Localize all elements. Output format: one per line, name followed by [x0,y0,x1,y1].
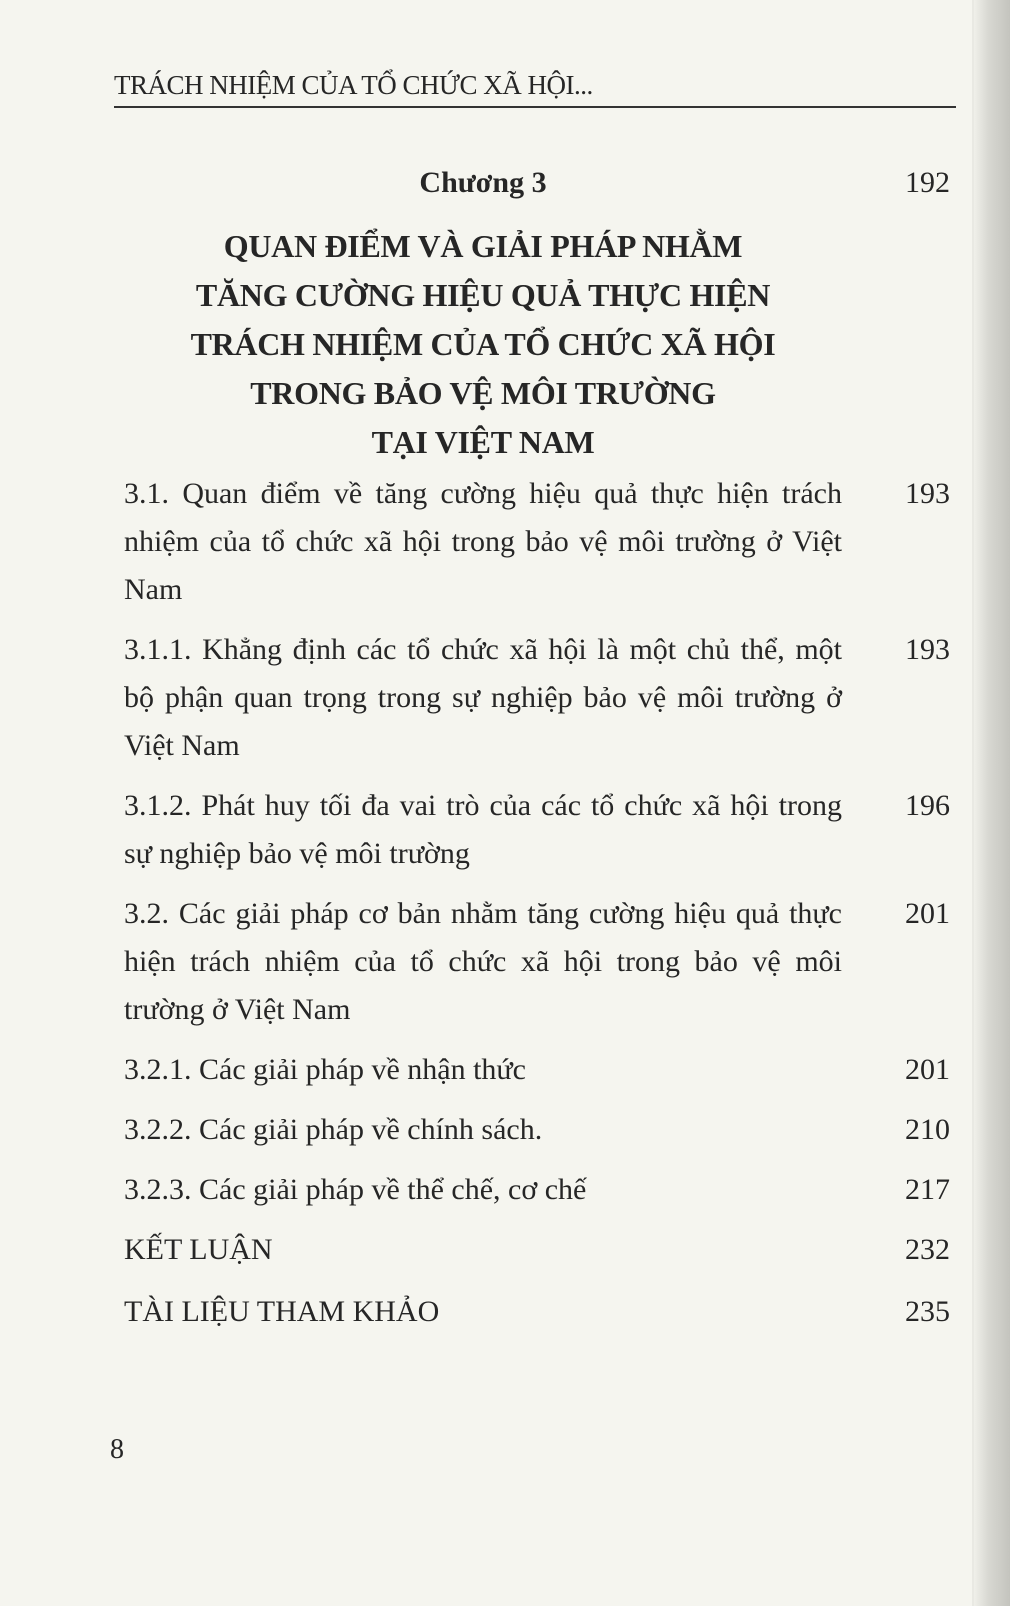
toc-entry-text: 3.2.1. Các giải pháp về nhận thức [124,1053,526,1086]
page-shadow [974,0,1010,1606]
toc-entry-page: 201 [905,1053,950,1086]
toc-entry-page: 217 [905,1173,950,1206]
title-line: TẠI VIỆT NAM [371,424,595,460]
toc-entry-text: 3.2.2. Các giải pháp về chính sách. [124,1113,543,1146]
toc-entry [124,1166,950,1214]
toc-entry-page: 210 [905,1113,950,1146]
title-line: TRONG BẢO VỆ MÔI TRƯỜNG [250,375,716,411]
toc-entry-page: 201 [905,897,950,930]
toc-entry-text: 3.1.1. Khẳng định các tổ chức xã hội là một chủ thể, một bộ phận quan trọng trong sự nghiệp bảo vệ môi trường ở Việt Nam [124,633,842,762]
toc-entry [124,626,950,770]
title-line: TRÁCH NHIỆM CỦA TỔ CHỨC XÃ HỘI [190,326,776,362]
toc-entry-page: 193 [905,477,950,510]
toc-entry-text: TÀI LIỆU THAM KHẢO [124,1295,440,1328]
toc-entry [124,1046,950,1094]
toc-entry [124,1106,950,1154]
toc-entry [124,782,950,878]
toc-entry [124,1226,950,1274]
page-number: 8 [110,1434,124,1465]
toc-entry-page: 232 [905,1233,950,1266]
toc-entry-text: 3.1. Quan điểm về tăng cường hiệu quả thực hiện trách nhiệm của tổ chức xã hội trong bảo vệ môi trường ở Việt Nam [124,477,842,606]
toc-entry-text: KẾT LUẬN [124,1233,273,1266]
title-line: TĂNG CƯỜNG HIỆU QUẢ THỰC HIỆN [195,277,771,313]
chapter-label: Chương 3 [419,166,547,199]
running-header: TRÁCH NHIỆM CỦA TỔ CHỨC XÃ HỘI... [114,70,593,100]
chapter-title [124,222,842,467]
chapter-page: 192 [905,166,950,199]
toc-entry-text: 3.2.3. Các giải pháp về thể chế, cơ chế [124,1173,587,1206]
toc-entry-page: 235 [905,1295,950,1328]
toc-entry-page: 196 [905,789,950,822]
toc-entry-text: 3.1.2. Phát huy tối đa vai trò của các tổ chức xã hội trong sự nghiệp bảo vệ môi trường [124,789,842,870]
toc-entry [124,1288,950,1336]
toc-entry-page: 193 [905,633,950,666]
toc-entry-text: 3.2. Các giải pháp cơ bản nhằm tăng cường hiệu quả thực hiện trách nhiệm của tổ chức xã hội trong bảo vệ môi trường ở Việt Nam [124,897,842,1026]
header-rule [114,106,956,108]
toc-entry [124,890,950,1034]
toc-entry [124,470,950,614]
title-line: QUAN ĐIỂM VÀ GIẢI PHÁP NHẰM [223,228,743,264]
